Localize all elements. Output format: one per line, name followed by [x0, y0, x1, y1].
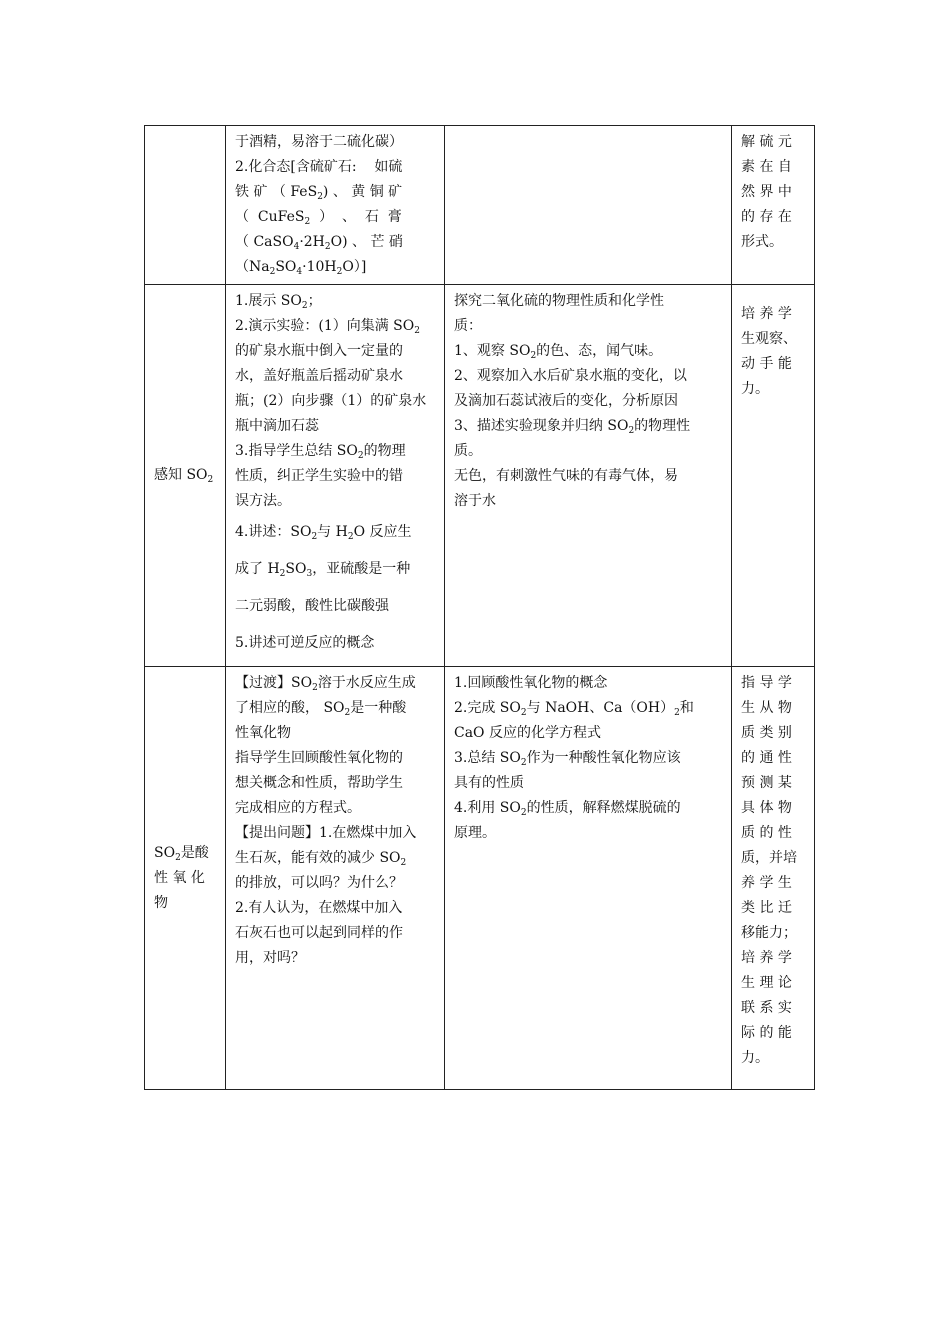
text-line: 用，对吗？ — [235, 950, 305, 966]
text-line: 质 的 性 — [741, 825, 792, 841]
text-line: 生 从 物 — [741, 700, 792, 716]
text-line: 际 的 能 — [741, 1025, 792, 1041]
text-line: 质，并培 — [741, 850, 797, 866]
text-line: 成了 $H_2SO_3$，亚硫酸是一种 — [235, 561, 411, 579]
text-line: 解 硫 元 — [741, 134, 792, 150]
table-row-sulfur-compounds — [145, 126, 815, 285]
text-line: 力。 — [741, 1050, 769, 1066]
text-line: 3.指导学生总结 $SO_2$的物理 — [235, 443, 406, 461]
text-line: 然 界 中 — [741, 184, 792, 200]
text-line: 想关概念和性质，帮助学生 — [235, 775, 403, 791]
cell-design-intent — [732, 667, 815, 1090]
text-line: 素 在 自 — [741, 159, 792, 175]
cell-topic-empty — [145, 126, 226, 285]
text-line: 1.展示 $SO_2$； — [235, 293, 322, 311]
text-line: 生观察、 — [741, 331, 797, 347]
text-line: 石灰石也可以起到同样的作 — [235, 925, 403, 941]
topic-label: $SO_2$是酸 — [154, 844, 209, 863]
text-line: 2.化合态[含硫矿石: 如硫 — [235, 159, 403, 175]
text-line: 的 存 在 — [741, 209, 792, 225]
text-line: 于酒精，易溶于二硫化碳） — [235, 134, 403, 150]
table-row-perceive-so2 — [145, 285, 815, 667]
text-line: 【过渡】$SO_2$溶于水反应生成 — [235, 675, 416, 693]
text-line: 力。 — [741, 381, 769, 397]
text-line: （ CuFeS$_2$ ） 、 石 膏 — [235, 209, 402, 227]
topic-label: 物 — [154, 894, 168, 911]
cell-student-activity — [445, 667, 732, 1090]
text-line: 具 体 物 — [741, 800, 792, 816]
text-line: 动 手 能 — [741, 356, 792, 372]
text-line: 质： — [454, 318, 482, 334]
text-line: 的排放，可以吗？为什么？ — [235, 875, 403, 891]
text-line: 瓶中滴加石蕊 — [235, 418, 319, 434]
text-line: 4.利用 $SO_2$的性质，解释燃煤脱硫的 — [454, 800, 681, 818]
cell-student-activity — [445, 285, 732, 667]
text-line: 质。 — [454, 443, 482, 459]
text-line: 性氧化物 — [235, 725, 291, 741]
text-line: 完成相应的方程式。 — [235, 800, 361, 816]
text-line: 二元弱酸，酸性比碳酸强 — [235, 598, 389, 614]
text-line: 及滴加石蕊试液后的变化，分析原因 — [454, 393, 678, 409]
text-line: $(Na_2SO_4\cdot 10H_2O)$] — [235, 259, 367, 277]
text-line: 1.回顾酸性氧化物的概念 — [454, 675, 608, 691]
text-line: 2.有人认为，在燃煤中加入 — [235, 900, 403, 916]
cell-design-intent — [732, 126, 815, 285]
text-line: 的 通 性 — [741, 750, 792, 766]
text-line: 探究二氧化硫的物理性质和化学性 — [454, 293, 664, 309]
text-line: 2.完成 $SO_2$与 NaOH、$Ca(OH)_2$和 — [454, 700, 694, 718]
text-line: 1、观察 $SO_2$的色、态，闻气味。 — [454, 343, 663, 361]
lesson-plan-table — [144, 125, 815, 1090]
text-line: 水，盖好瓶盖后摇动矿泉水 — [235, 368, 403, 384]
text-line: 具有的性质 — [454, 775, 524, 791]
text-line: 的矿泉水瓶中倒入一定量的 — [235, 343, 403, 359]
text-line: 养 学 生 — [741, 875, 792, 891]
text-line: 4.讲述：$SO_2$与 $H_2O$ 反应生 — [235, 524, 412, 542]
cell-teacher-activity — [226, 126, 445, 285]
text-line: 移能力； — [741, 925, 797, 941]
text-line: 类 比 迁 — [741, 900, 792, 916]
text-line: 了相应的酸， $SO_2$是一种酸 — [235, 700, 407, 718]
topic-label: 感知 $SO_2$ — [154, 467, 214, 485]
table-row-acidic-oxide — [145, 667, 815, 1090]
text-line: 联 系 实 — [741, 1000, 792, 1016]
text-line: 5.讲述可逆反应的概念 — [235, 635, 375, 651]
text-line: 培 养 学 — [741, 306, 792, 322]
text-line: 2.演示实验：(1）向集满 $SO_2$ — [235, 318, 420, 336]
cell-student-activity-empty — [445, 126, 732, 285]
text-line: 原理。 — [454, 825, 496, 841]
text-line: 3.总结 $SO_2$作为一种酸性氧化物应该 — [454, 750, 681, 768]
text-line: 指导学生回顾酸性氧化物的 — [235, 750, 403, 766]
text-line: 指 导 学 — [741, 675, 792, 691]
text-line: 误方法。 — [235, 493, 291, 509]
text-line: 生 理 论 — [741, 975, 792, 991]
text-line: 2、观察加入水后矿泉水瓶的变化，以 — [454, 368, 687, 384]
text-line: 形式。 — [741, 234, 783, 250]
text-line: 【提出问题】1.在燃煤中加入 — [235, 825, 417, 841]
text-line: 3、描述实验现象并归纳 $SO_2$的物理性 — [454, 418, 691, 436]
cell-topic — [145, 667, 226, 1090]
text-line: 无色，有刺激性气味的有毒气体，易 — [454, 468, 678, 484]
cell-teacher-activity — [226, 285, 445, 667]
text-line: 铁 矿 （ FeS$_2$) 、 黄 铜 矿 — [235, 184, 403, 202]
topic-label: 性 氧 化 — [154, 869, 205, 886]
text-line: 预 测 某 — [741, 775, 792, 791]
text-line: 瓶；(2）向步骤（1）的矿泉水 — [235, 393, 427, 409]
text-line: 溶于水 — [454, 493, 496, 509]
text-line: 性质，纠正学生实验中的错 — [235, 468, 403, 484]
text-line: （ $CaSO_4\cdot 2H_2O$) 、 芒 硝 — [235, 234, 403, 252]
text-line: 培 养 学 — [741, 950, 792, 966]
cell-teacher-activity — [226, 667, 445, 1090]
cell-design-intent — [732, 285, 815, 667]
text-line: 质 类 别 — [741, 725, 792, 741]
text-line: 生石灰，能有效的减少 $SO_2$ — [235, 850, 407, 868]
text-line: CaO 反应的化学方程式 — [454, 725, 601, 741]
cell-topic — [145, 285, 226, 667]
